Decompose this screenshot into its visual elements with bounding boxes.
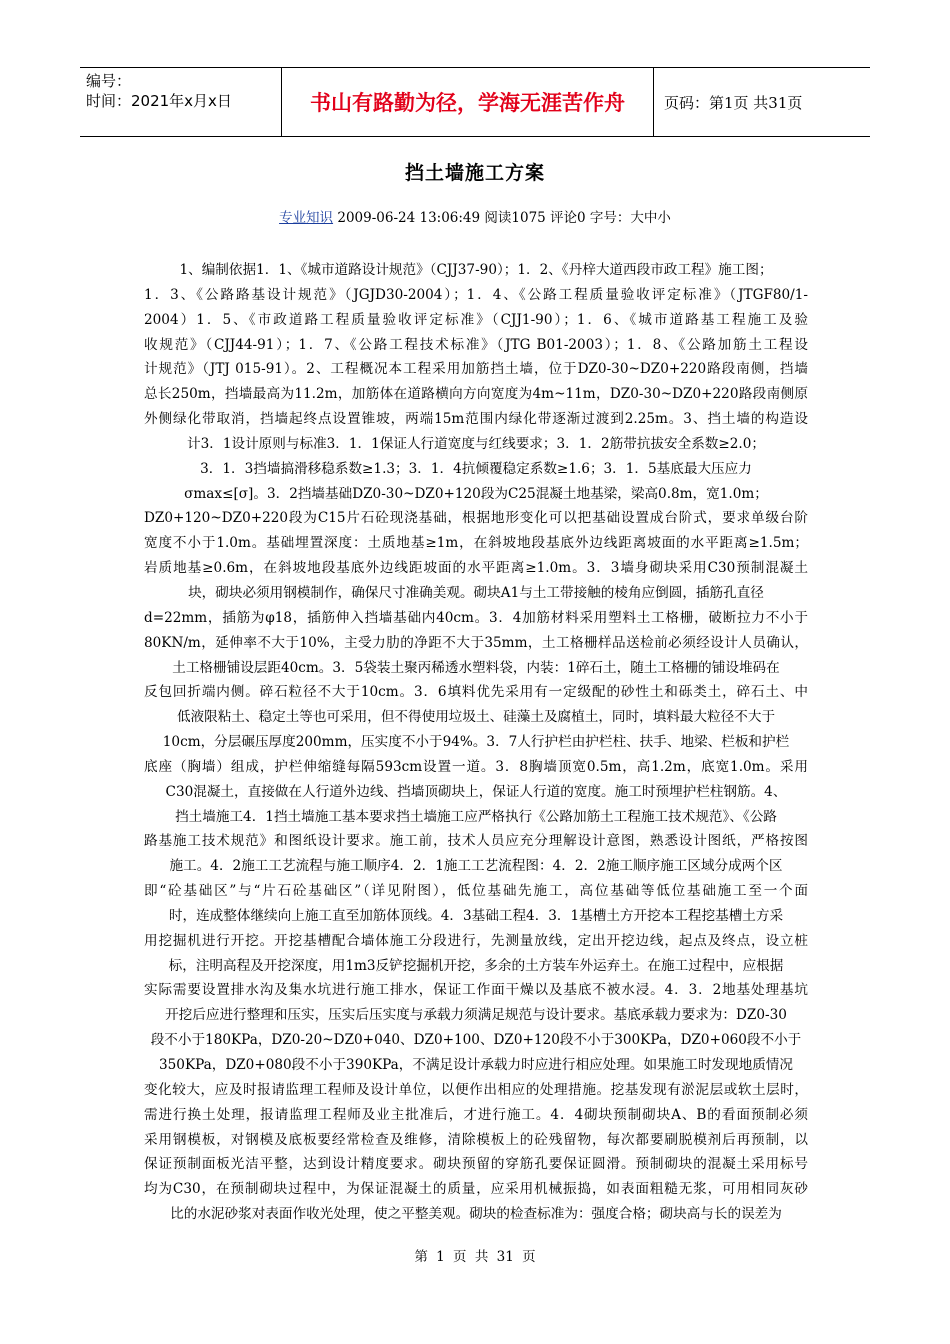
meta-text: 2009-06-24 13:06:49 阅读1075 评论0 字号：大中小 [333, 210, 671, 226]
category-link[interactable]: 专业知识 [279, 210, 334, 226]
page-info-text: 页码：第1页 共31页 [664, 93, 803, 112]
time-label: 时间：2021年x月x日 [86, 92, 232, 110]
body-line: 保证预制面板光洁平整，达到设计精度要求。砌块预留的穿筋孔要保证圆滑。预制砌块的混凝土采用标号 [144, 1156, 808, 1173]
body-line: 即“砼基础区”与“片石砼基础区”（详见附图），低位基础先施工，高位基础等低位基础施工至一个面 [144, 883, 808, 900]
body-line: 段不小于180KPa，DZ0-20~DZ0+040、DZ0+100、DZ0+120段不小于300KPa，DZ0+060段不小于 [150, 1032, 802, 1049]
body-line: 岩质地基≥0.6m，在斜坡地段基底外边线距坡面的水平距离≥1.0m。3．3墙身砌块采用C30预制混凝土 [144, 560, 808, 577]
body-line: σmax≤[σ]。3．2挡墙基础DZ0-30~DZ0+120段为C25混凝土地基梁，梁高0.8m，宽1.0m； [184, 485, 768, 502]
header-info-cell [80, 68, 282, 136]
body-line: 外侧绿化带取消，挡墙起终点设置锥坡，两端15m范围内绿化带逐渐过渡到2.25m。3、挡土墙的构造设 [144, 411, 808, 428]
body-line: DZ0+120~DZ0+220段为C15片石砼现浇基础，根据地形变化可以把基础设置成台阶式，要求单级台阶 [144, 510, 808, 527]
body-line: 1．3、《公路路基设计规范》（JGJD30-2004）；1．4、《公路工程质量验收评定标准》（JTGF80/1- [144, 286, 808, 303]
body-line: 2004）1．5、《市政道路工程质量验收评定标准》（CJJ1-90）；1．6、《城市道路基工程施工及验 [144, 311, 808, 328]
body-line: 均为C30，在预制砌块过程中，为保证混凝土的质量，应采用机械振捣，如表面粗糙无浆，可用相同灰砂 [144, 1181, 808, 1198]
body-line: 挡土墙施工4．1挡土墙施工基本要求挡土墙施工应严格执行《公路加筋土工程施工技术规范》、《公路 [175, 808, 777, 825]
body-line: 收规范》（CJJ44-91）；1．7、《公路工程技术标准》（JTG B01-2003）；1．8、《公路加筋土工程设 [144, 336, 808, 353]
body-line: 3．1．3挡墙搞滑移稳系数≥1.3；3．1．4抗倾覆稳定系数≥1.6；3．1．5基底最大压应力 [200, 460, 752, 477]
article-body [144, 258, 808, 1227]
body-line: 用挖掘机进行开挖。开挖基槽配合墙体施工分段进行，先测量放线，定出开挖边线，起点及终点，设立桩 [144, 932, 808, 949]
page-info-cell [654, 68, 870, 136]
article-meta [0, 206, 950, 226]
body-line: C30混凝土，直接做在人行道外边线、挡墙顶砌块上，保证人行道的宽度。施工时预埋护栏柱钢筋。4、 [165, 783, 787, 800]
body-line: 总长250m，挡墙最高为11.2m，加筋体在道路横向方向宽度为4m~11m，DZ0-30~DZ0+220路段南侧原 [144, 386, 808, 403]
page-title: 挡土墙施工方案 [404, 162, 545, 184]
body-line: 时，连成整体继续向上施工直至加筋体顶线。4．3基础工程4．3．1基槽土方开挖本工程挖基槽土方采 [168, 907, 784, 924]
body-line: 底座（胸墙）组成，护栏伸缩缝每隔593cm设置一道。3．8胸墙顶宽0.5m，高1.2m，底宽1.0m。采用 [144, 758, 808, 775]
body-line: 路基施工技术规范》和图纸设计要求。施工前，技术人员应充分理解设计意图，熟悉设计图纸，严格按图 [144, 833, 808, 850]
body-line: 10cm，分层碾压厚度200mm，压实度不小于94%。3．7人行护栏由护栏柱、扶手、地梁、栏板和护栏 [162, 734, 790, 751]
body-line: 施工。4．2施工工艺流程与施工顺序4．2．1施工工艺流程图：4．2．2施工顺序施工区域分成两个区 [169, 858, 783, 875]
body-line: 宽度不小于1.0m。基础埋置深度：土质地基≥1m，在斜坡地段基底外边线距离坡面的水平距离≥1.5m； [144, 535, 808, 552]
body-line: 计规范》（JTJ 015-91）。2、工程概况本工程采用加筋挡土墙，位于DZ0-30~DZ0+220路段南侧，挡墙 [144, 361, 808, 378]
motto-cell [282, 68, 654, 136]
body-line: 计3．1设计原则与标准3．1．1保证人行道宽度与红线要求；3．1．2筋带抗拔安全系数≥2.0； [187, 435, 765, 452]
body-line: 80KN/m，延伸率不大于10%，主受力肋的净距不大于35mm，土工格栅样品送检前必须经设计人员确认， [144, 634, 808, 651]
body-line: 实际需要设置排水沟及集水坑进行施工排水，保证工作面干燥以及基底不被水浸。4．3．2地基处理基坑 [144, 982, 808, 999]
body-line: 反包回折端内侧。碎石粒径不大于10cm。3．6填料优先采用有一定级配的砂性土和砾类土，碎石土、中 [144, 684, 808, 701]
body-line: 比的水泥砂浆对表面作收光处理，使之平整美观。砌块的检查标准为：强度合格；砌块高与长的误差为 [170, 1206, 782, 1223]
body-line: 土工格栅铺设层距40cm。3．5袋装土聚丙稀透水塑料袋，内装：1碎石土，随土工格栅的铺设堆码在 [172, 659, 780, 676]
body-line: 1、编制依据1．1、《城市道路设计规范》（CJJ37-90）；1．2、《丹梓大道西段市政工程》施工图； [179, 262, 773, 278]
motto-text: 书山有路勤为径，学海无涯苦作舟 [310, 90, 625, 115]
body-line: 需进行换土处理，报请监理工程师及业主批准后，才进行施工。4．4砌块预制砌块A、B的看面预制必须 [144, 1106, 808, 1123]
number-label: 编号： [86, 72, 132, 90]
body-line: 变化较大，应及时报请监理工程师及设计单位，以便作出相应的处理措施。挖基发现有淤泥层或软土层时， [144, 1081, 808, 1098]
page-footer: 第 1 页 共 31 页 [414, 1249, 536, 1265]
header-table [80, 67, 870, 137]
body-line: 标，注明高程及开挖深度，用1m3反铲挖掘机开挖，多余的土方装车外运弃土。在施工过程中，应根据 [168, 957, 784, 974]
body-line: d=22mm，插筋为φ18，插筋伸入挡墙基础内40cm。3．4加筋材料采用塑料土工格栅，破断拉力不小于 [144, 609, 808, 626]
body-line: 块，砌块必须用钢模制作，确保尺寸准确美观。砌块A1与土工带接触的棱角应倒圆，插筋孔直径 [188, 584, 764, 601]
body-line: 采用钢模板，对钢模及底板要经常检查及维修，清除模板上的砼残留物，每次都要刷脱模剂后再预制，以 [144, 1131, 808, 1148]
body-line: 开挖后应进行整理和压实，压实后压实度与承载力须满足规范与设计要求。基底承载力要求为：DZ0-30 [165, 1007, 787, 1024]
body-line: 350KPa，DZ0+080段不小于390KPa，不满足设计承载力时应进行相应处理。如果施工时发现地质情况 [159, 1057, 793, 1073]
body-line: 低液限粘土、稳定土等也可采用，但不得使用垃圾土、硅藻土及腐植土，同时，填料最大粒径不大于 [176, 709, 776, 726]
